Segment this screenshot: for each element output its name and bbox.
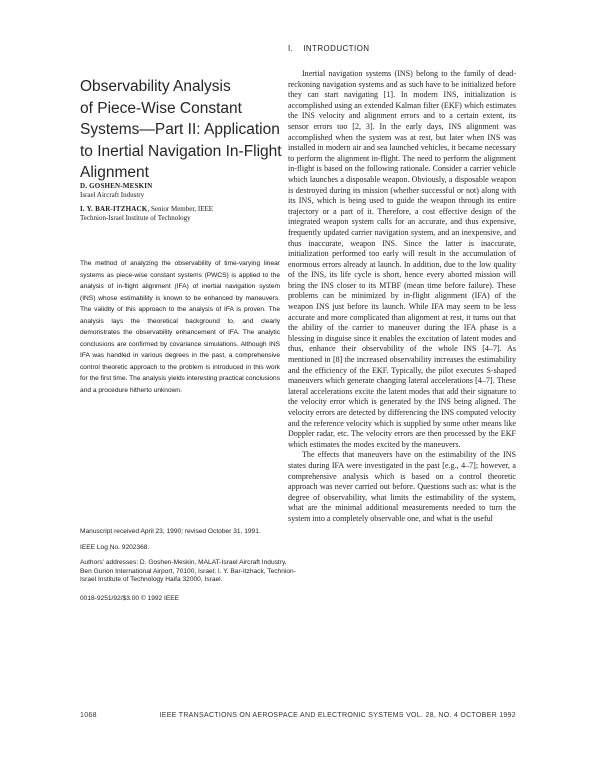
abstract: The method of analyzing the observability of time-varying linear systems as piece-wise constant systems (PWCS) is applied to the analysis of in-flight alignment (IFA) of inertial navigation system (INS) whose estimability is known to be enhanced by maneuvers. The validity of this approach to the analysis of IFA is proven. The analysis lays the theoretical background to, and clearly demonstrates the observability enhancement of IFA. The analytic conclusions are confirmed by covariance simulations. Although INS IFA was handled in various degrees in the past, a comprehensive control theoretic approach to the problem is introduced in this work for the first time. The analysis yields interesting practical conclusions and a procedure hitherto unknown. — [80, 260, 280, 395]
received-date: Manuscript received April 23, 1990; revised October 31, 1991. — [80, 528, 261, 535]
author-block — [80, 205, 213, 223]
section-heading — [288, 44, 369, 53]
body-text — [288, 69, 516, 525]
footnotes — [80, 528, 300, 611]
author-addresses: Authors' addresses: D. Goshen-Meskin, MALAT-Israel Aircraft Industry, Ben Gurion International Airport, 70100, Israel; I. Y. Bar-Itzhack, Technion-Israel Institute of Technology Haifa 32000, Israel. — [80, 559, 296, 584]
title-line: Observability Analysis — [80, 78, 231, 95]
author-role: , Senior Member, IEEE — [147, 205, 214, 213]
page-number: 1068 — [80, 712, 97, 719]
title-line: Systems—Part II: Application — [80, 121, 280, 138]
title-line: to Inertial Navigation In-Flight — [80, 142, 282, 160]
author-name: D. GOSHEN-MESKIN — [80, 182, 153, 190]
article-title — [80, 76, 300, 184]
journal-info: IEEE TRANSACTIONS ON AEROSPACE AND ELECTRONIC SYSTEMS VOL. 28, NO. 4 OCTOBER 1992 — [159, 712, 516, 719]
body-paragraph: Inertial navigation systems (INS) belong to the family of dead-reckoning navigation systems and as such have to be initialized before they can start navigating [1]. In modern INS, initialization is accomplished using an extended Kalman filter (EKF) which estimates the INS velocity and alignment errors and to a certain extent, its sensor errors too [2, 3]. In the early days, INS alignment was accomplished when the system was at rest, but later when INS was installed in modern air and sea launched vehicles, it became necessary to perform the alignment in-flight. The need to perform the alignment in-flight is based on the following rationale. Consider a carrier vehicle which launches a disposable weapon. Obviously, a disposable weapon is destroyed during its mission (whether successful or not) along with its INS, which is being used to guide the weapon through its entire trajectory or a part of it. Therefore, a cost effective design of the integrated weapon system calls for an accurate, and thus expensive, frequently updated carrier navigation system, and an inexpensive, and thus inaccurate, weapon INS. Since the latter is inaccurate, initialization performed too early will result in the accumulation of enormous errors already at launch. In addition, due to the low quality of the INS, its life cycle is short, hence every aborted mission will bring the INS closer to its MTBF (mean time before failure). These problems can be minimized by in-flight alignment (IFA) of the weapon INS just before its launch. While IFA may seem to be less accurate and more complicated than alignment at rest, it turns out that the ability of the carrier to maneuver during the IFA phase is a blessing in disguise since it enables the excitation of latent modes and thus, enhance their observability of the whole INS [4–7]. As mentioned in [8] the increased observability increases the estimability and the efficiency of the EKF. Typically, the pilot executes S-shaped maneuvers which generate changing lateral accelerations [4–7]. These lateral accelerations excite the latent modes that add their signature to the velocity error which is generated by the INS being aligned. The velocity errors are detected by differencing the INS computed velocity and the reference velocity which is supplied by some other means like Doppler radar, etc. The velocity errors are then processed by the EKF which estimates the modes excited by the maneuvers. — [288, 69, 516, 449]
author-block — [80, 182, 152, 200]
body-paragraph: The effects that maneuvers have on the estimability of the INS states during IFA were investigated in the past [e.g., 4–7]; however, a comprehensive analysis which is based on a control theoretic approach was never carried out before. Questions such as: what is the degree of observability, what limits the estimability of the system, what are the minimal additional measurements needed to turn the system into a completely observable one, and what is the useful — [288, 450, 516, 523]
author-affiliation: Technion-Israel Institute of Technology — [80, 214, 191, 222]
ieee-log-number: IEEE Log No. 9202368. — [80, 543, 150, 551]
copyright-line: 0018-9251/92/$3.00 © 1992 IEEE — [80, 594, 180, 602]
title-line: Alignment — [80, 164, 149, 181]
section-number: I. — [288, 44, 294, 53]
section-title: INTRODUCTION — [303, 44, 370, 53]
author-affiliation: Israel Aircraft Industry — [80, 191, 145, 199]
title-line: of Piece-Wise Constant — [80, 99, 242, 117]
author-name: I. Y. BAR-ITZHACK — [80, 205, 148, 213]
